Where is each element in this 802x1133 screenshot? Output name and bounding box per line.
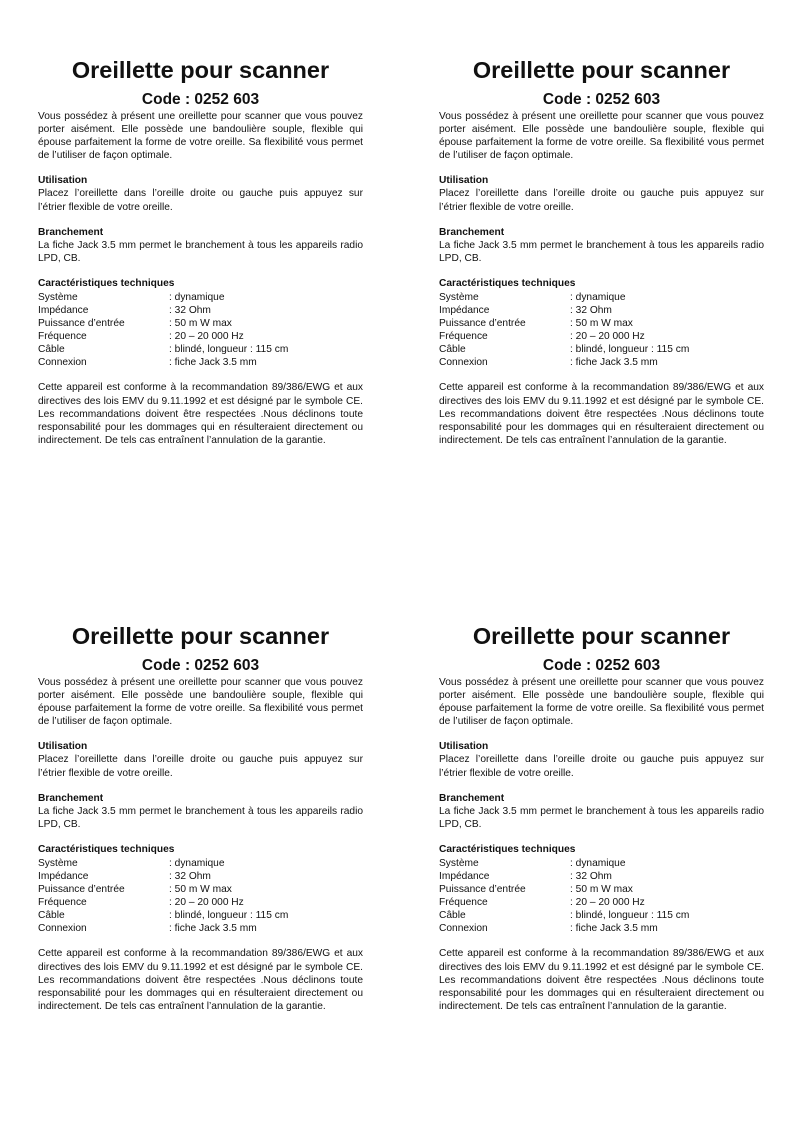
branch-section [38, 226, 363, 265]
specs-heading: Caractéristiques techniques [439, 843, 576, 855]
usage-text: Placez l’oreillette dans l’oreille droite ou gauche puis appuyez sur l’étrier flexible de votre oreille. [439, 188, 764, 213]
product-title: Oreillette pour scanner [472, 623, 731, 649]
spec-value: : dynamique [570, 292, 626, 304]
branch-heading: Branchement [38, 792, 104, 804]
spec-row [38, 871, 288, 884]
usage-section [38, 174, 363, 213]
branch-heading: Branchement [439, 226, 505, 238]
product-code: Code : 0252 603 [141, 657, 260, 674]
spec-label: Câble [439, 909, 466, 921]
leaflet-panel-bottom-right [439, 622, 764, 1013]
branch-heading: Branchement [38, 226, 104, 238]
spec-label: Système [439, 292, 479, 304]
spec-value: : 32 Ohm [570, 304, 612, 316]
spec-label: Impédance [38, 304, 89, 316]
branch-text: La fiche Jack 3.5 mm permet le branchement à tous les appareils radio LPD, CB. [439, 239, 764, 264]
spec-row [38, 897, 288, 910]
spec-value: : dynamique [169, 858, 225, 870]
spec-value: : dynamique [169, 292, 225, 304]
spec-row [38, 292, 288, 305]
intro-paragraph: Vous possédez à présent une oreillette pour scanner que vous pouvez porter aisément. Elle possède une bandoulière souple, flexible qui épouse parfaitement la forme de votre oreille. Sa flexibilité vous permet de l’utiliser de façon optimale. [439, 111, 764, 162]
legal-text: Cette appareil est conforme à la recommandation 89/386/EWG et aux directives des lois EMV du 9.11.1992 et est désigné par le symbole CE. Les recommandations doivent être respectées .Nous déclinons toute responsabilité pour les dommages qui en résulteraient directement ou indirectement. De tels cas entraînent l’annulation de la garantie. [38, 382, 363, 446]
specs-section [38, 277, 363, 370]
spec-row [439, 318, 689, 331]
spec-value: : blindé, longueur : 115 cm [570, 343, 690, 355]
specs-heading: Caractéristiques techniques [38, 843, 175, 855]
spec-row [439, 305, 689, 318]
spec-value: : 20 – 20 000 Hz [570, 896, 645, 908]
branch-text: La fiche Jack 3.5 mm permet le branchement à tous les appareils radio LPD, CB. [439, 805, 764, 830]
intro-paragraph: Vous possédez à présent une oreillette pour scanner que vous pouvez porter aisément. Elle possède une bandoulière souple, flexible qui épouse parfaitement la forme de votre oreille. Sa flexibilité vous permet de l’utiliser de façon optimale. [439, 677, 764, 728]
specs-section [439, 843, 764, 936]
intro-paragraph: Vous possédez à présent une oreillette pour scanner que vous pouvez porter aisément. Elle possède une bandoulière souple, flexible qui épouse parfaitement la forme de votre oreille. Sa flexibilité vous permet de l’utiliser de façon optimale. [38, 677, 363, 728]
specs-section [38, 843, 363, 936]
usage-heading: Utilisation [38, 175, 88, 187]
specs-section [439, 277, 764, 370]
usage-text: Placez l’oreillette dans l’oreille droite ou gauche puis appuyez sur l’étrier flexible de votre oreille. [38, 188, 363, 213]
spec-value: : 32 Ohm [169, 870, 211, 882]
specs-heading: Caractéristiques techniques [439, 277, 576, 289]
spec-label: Puissance d’entrée [38, 317, 125, 329]
product-code: Code : 0252 603 [141, 91, 260, 108]
spec-row [38, 923, 288, 936]
specs-table [38, 292, 288, 369]
spec-value: : fiche Jack 3.5 mm [570, 356, 658, 368]
branch-text: La fiche Jack 3.5 mm permet le branchement à tous les appareils radio LPD, CB. [38, 805, 363, 830]
spec-row [38, 858, 288, 871]
spec-row [439, 884, 689, 897]
branch-text: La fiche Jack 3.5 mm permet le branchement à tous les appareils radio LPD, CB. [38, 239, 363, 264]
usage-section [38, 740, 363, 779]
spec-row [38, 331, 288, 344]
usage-heading: Utilisation [439, 741, 489, 753]
spec-value: : blindé, longueur : 115 cm [169, 343, 289, 355]
legal-section [439, 947, 764, 1012]
spec-label: Puissance d’entrée [38, 883, 125, 895]
spec-row [439, 331, 689, 344]
spec-row [38, 357, 288, 370]
legal-section [38, 381, 363, 446]
spec-row [38, 910, 288, 923]
spec-label: Puissance d’entrée [439, 883, 526, 895]
spec-value: : fiche Jack 3.5 mm [570, 922, 658, 934]
spec-label: Câble [38, 909, 65, 921]
spec-label: Puissance d’entrée [439, 317, 526, 329]
spec-value: : fiche Jack 3.5 mm [169, 356, 257, 368]
legal-text: Cette appareil est conforme à la recommandation 89/386/EWG et aux directives des lois EMV du 9.11.1992 et est désigné par le symbole CE. Les recommandations doivent être respectées .Nous déclinons toute responsabilité pour les dommages qui en résulteraient directement ou indirectement. De tels cas entraînent l’annulation de la garantie. [439, 382, 764, 446]
usage-text: Placez l’oreillette dans l’oreille droite ou gauche puis appuyez sur l’étrier flexible de votre oreille. [439, 754, 764, 779]
legal-section [439, 381, 764, 446]
spec-label: Câble [38, 343, 65, 355]
leaflet-panel-top-right [439, 56, 764, 447]
spec-label: Fréquence [38, 330, 87, 342]
spec-row [439, 344, 689, 357]
spec-label: Impédance [38, 870, 89, 882]
spec-row [439, 871, 689, 884]
leaflet-panel-bottom-left [38, 622, 363, 1013]
branch-heading: Branchement [439, 792, 505, 804]
spec-label: Fréquence [38, 896, 87, 908]
spec-label: Connexion [38, 356, 87, 368]
product-code: Code : 0252 603 [542, 657, 661, 674]
intro-paragraph: Vous possédez à présent une oreillette pour scanner que vous pouvez porter aisément. Elle possède une bandoulière souple, flexible qui épouse parfaitement la forme de votre oreille. Sa flexibilité vous permet de l’utiliser de façon optimale. [38, 111, 363, 162]
spec-label: Fréquence [439, 896, 488, 908]
spec-row [439, 910, 689, 923]
spec-value: : 32 Ohm [169, 304, 211, 316]
specs-table [439, 292, 689, 369]
branch-section [439, 226, 764, 265]
legal-text: Cette appareil est conforme à la recommandation 89/386/EWG et aux directives des lois EMV du 9.11.1992 et est désigné par le symbole CE. Les recommandations doivent être respectées .Nous déclinons toute responsabilité pour les dommages qui en résulteraient directement ou indirectement. De tels cas entraînent l’annulation de la garantie. [38, 948, 363, 1012]
spec-value: : 50 m W max [570, 883, 633, 895]
usage-section [439, 740, 764, 779]
leaflet-panel-top-left [38, 56, 363, 447]
spec-row [38, 318, 288, 331]
spec-value: : 50 m W max [169, 883, 232, 895]
spec-row [439, 858, 689, 871]
spec-label: Impédance [439, 304, 490, 316]
spec-value: : blindé, longueur : 115 cm [570, 909, 690, 921]
spec-label: Impédance [439, 870, 490, 882]
spec-label: Système [439, 858, 479, 870]
spec-value: : 50 m W max [570, 317, 633, 329]
specs-table [439, 858, 689, 935]
spec-row [38, 884, 288, 897]
spec-row [439, 897, 689, 910]
usage-text: Placez l’oreillette dans l’oreille droite ou gauche puis appuyez sur l’étrier flexible de votre oreille. [38, 754, 363, 779]
spec-label: Câble [439, 343, 466, 355]
spec-value: : 20 – 20 000 Hz [169, 896, 244, 908]
spec-label: Connexion [439, 922, 488, 934]
spec-row [38, 305, 288, 318]
spec-row [439, 923, 689, 936]
product-title: Oreillette pour scanner [472, 57, 731, 83]
specs-table [38, 858, 288, 935]
spec-label: Système [38, 858, 78, 870]
spec-row [38, 344, 288, 357]
spec-value: : dynamique [570, 858, 626, 870]
spec-value: : 50 m W max [169, 317, 232, 329]
spec-row [439, 292, 689, 305]
branch-section [38, 792, 363, 831]
usage-section [439, 174, 764, 213]
product-title: Oreillette pour scanner [71, 623, 330, 649]
spec-label: Connexion [38, 922, 87, 934]
branch-section [439, 792, 764, 831]
specs-heading: Caractéristiques techniques [38, 277, 175, 289]
spec-value: : 20 – 20 000 Hz [169, 330, 244, 342]
spec-row [439, 357, 689, 370]
spec-label: Connexion [439, 356, 488, 368]
legal-text: Cette appareil est conforme à la recommandation 89/386/EWG et aux directives des lois EMV du 9.11.1992 et est désigné par le symbole CE. Les recommandations doivent être respectées .Nous déclinons toute responsabilité pour les dommages qui en résulteraient directement ou indirectement. De tels cas entraînent l’annulation de la garantie. [439, 948, 764, 1012]
usage-heading: Utilisation [439, 175, 489, 187]
product-code: Code : 0252 603 [542, 91, 661, 108]
spec-value: : blindé, longueur : 115 cm [169, 909, 289, 921]
spec-label: Fréquence [439, 330, 488, 342]
legal-section [38, 947, 363, 1012]
spec-value: : 20 – 20 000 Hz [570, 330, 645, 342]
spec-value: : 32 Ohm [570, 870, 612, 882]
product-title: Oreillette pour scanner [71, 57, 330, 83]
usage-heading: Utilisation [38, 741, 88, 753]
spec-value: : fiche Jack 3.5 mm [169, 922, 257, 934]
spec-label: Système [38, 292, 78, 304]
